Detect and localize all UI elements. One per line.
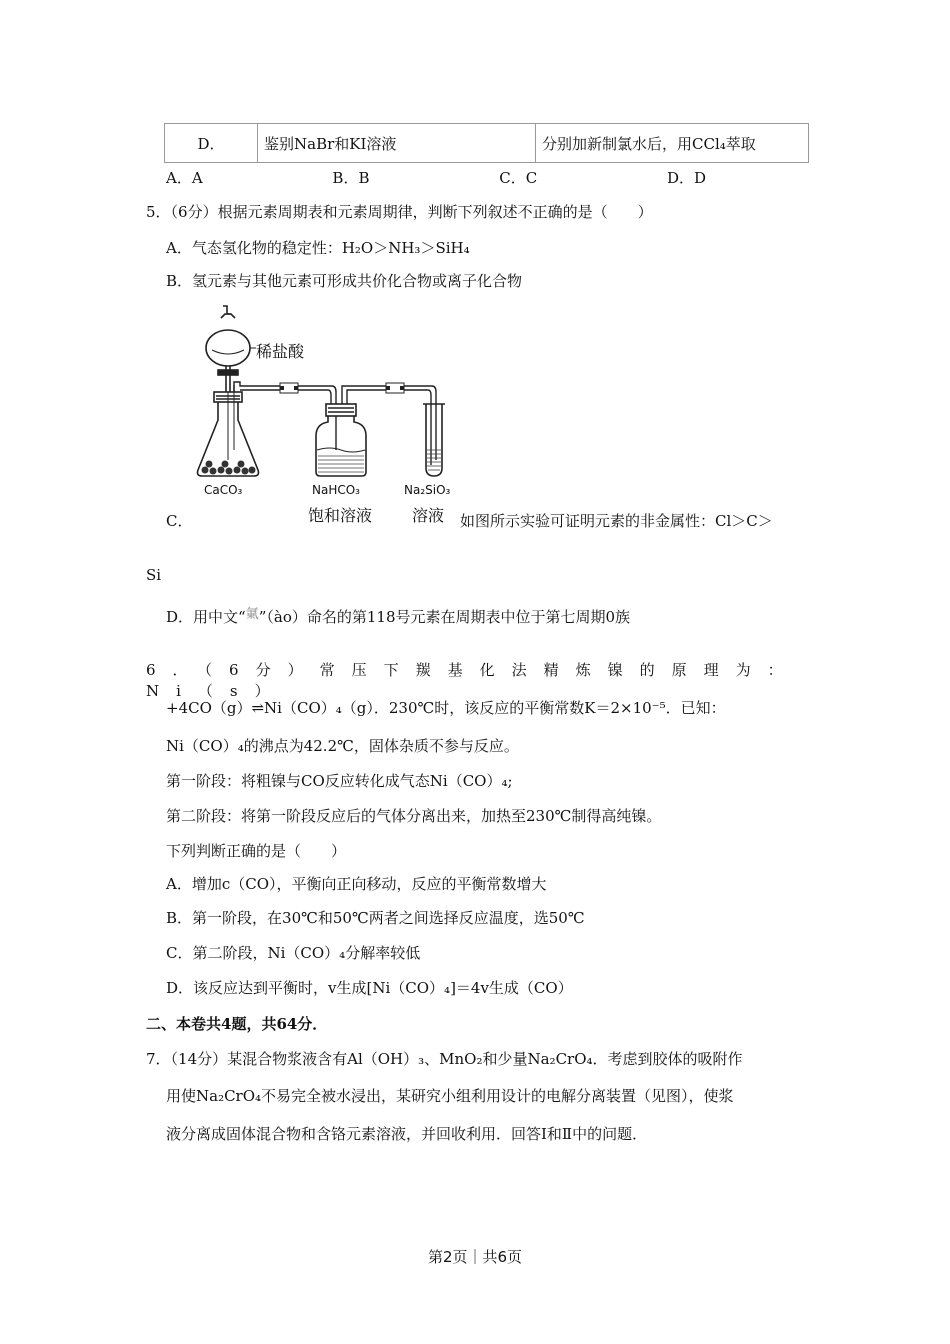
q5-option-d-post: ”（ào）命名的第118号元素在周期表中位于第七周期0族	[258, 608, 631, 626]
q5-option-d-pre: D．用中文“	[166, 608, 246, 626]
table-row	[165, 124, 809, 163]
tube-liquid	[427, 450, 441, 470]
q5-option-c-letter: C．	[166, 512, 193, 530]
q5-stem: 5．（6分）根据元素周期表和元素周期律，判断下列叙述不正确的是（ ）	[146, 203, 653, 221]
bottle-label-formula: NaHCO₃	[312, 483, 360, 497]
caco3-beads	[202, 461, 256, 475]
delivery-tubes	[234, 382, 436, 465]
test-tube	[423, 404, 445, 476]
q6-stem-line2: +4CO（g）⇌Ni（CO）₄（g）．230℃时，该反应的平衡常数K＝2×10⁻⁵．已知：	[166, 699, 726, 717]
q6-option-c: C．第二阶段，Ni（CO）₄分解率较低	[166, 944, 421, 962]
bottle-liquid	[318, 456, 364, 472]
q4-option-b: B．B	[332, 169, 370, 187]
q6-option-a: A．增加c（CO），平衡向正向移动，反应的平衡常数增大	[166, 875, 547, 893]
washing-bottle	[316, 404, 366, 476]
q6-stem-text: 6．（6分）常压下羰基化法精炼镍的原理为：Ni（s）	[146, 661, 800, 700]
q6-stage2: 第二阶段：将第一阶段反应后的气体分离出来，加热至230℃制得高纯镍。	[166, 807, 662, 825]
table-cell-item: 鉴别NaBr和KI溶液	[258, 124, 536, 163]
q7-line1: 7．（14分）某混合物浆液含有Al（OH）₃、MnO₂和少量Na₂CrO₄．考虑到胶体的吸附作	[146, 1050, 743, 1068]
table-cell-method: 分别加新制氯水后，用CCl₄萃取	[536, 124, 809, 163]
q6-stem-line1	[146, 659, 800, 701]
q5-option-c-tail: Si	[146, 566, 162, 584]
q7-line2: 用使Na₂CrO₄不易完全被水浸出，某研究小组利用设计的电解分离装置（见图），使浆	[166, 1087, 734, 1105]
q4-option-c: C．C	[499, 169, 538, 187]
q4-options	[166, 167, 706, 188]
apparatus-diagram	[190, 300, 470, 532]
q4-option-d: D．D	[666, 169, 706, 187]
ao-character: 氭	[245, 607, 259, 622]
flask-label: CaCO₃	[204, 483, 243, 497]
q6-option-b: B．第一阶段，在30℃和50℃两者之间选择反应温度，选50℃	[166, 909, 585, 927]
q6-stem-line3: Ni（CO）₄的沸点为42.2℃，固体杂质不参与反应。	[166, 737, 519, 755]
bottle-label-solution: 饱和溶液	[308, 506, 373, 525]
q6-option-d: D．该反应达到平衡时，v生成[Ni（CO）₄]＝4v生成（CO）	[166, 979, 573, 997]
tube-label-formula: Na₂SiO₃	[404, 483, 451, 497]
q5-option-c-text: 如图所示实验可证明元素的非金属性：Cl＞C＞	[460, 512, 773, 530]
page-footer: 第2页｜共6页	[427, 1248, 523, 1266]
q5-option-d	[166, 606, 630, 627]
options-table	[164, 123, 809, 163]
tube-label-solution: 溶液	[412, 506, 445, 525]
section-heading: 二、本卷共4题，共64分．	[146, 1015, 328, 1033]
q7-line3: 液分离成固体混合物和含铬元素溶液，并回收利用．回答Ⅰ和Ⅱ中的问题．	[166, 1125, 648, 1143]
q4-option-a: A．A	[166, 169, 203, 187]
q5-option-a: A．气态氢化物的稳定性：H₂O＞NH₃＞SiH₄	[166, 239, 470, 257]
separatory-funnel	[206, 306, 256, 392]
q6-ask: 下列判断正确的是（ ）	[166, 842, 347, 860]
table-cell-letter: D．	[165, 124, 258, 163]
acid-label: 稀盐酸	[256, 342, 305, 361]
q6-stage1: 第一阶段：将粗镍与CO反应转化成气态Ni（CO）₄;	[166, 772, 513, 790]
q5-option-b: B．氢元素与其他元素可形成共价化合物或离子化合物	[166, 272, 523, 290]
